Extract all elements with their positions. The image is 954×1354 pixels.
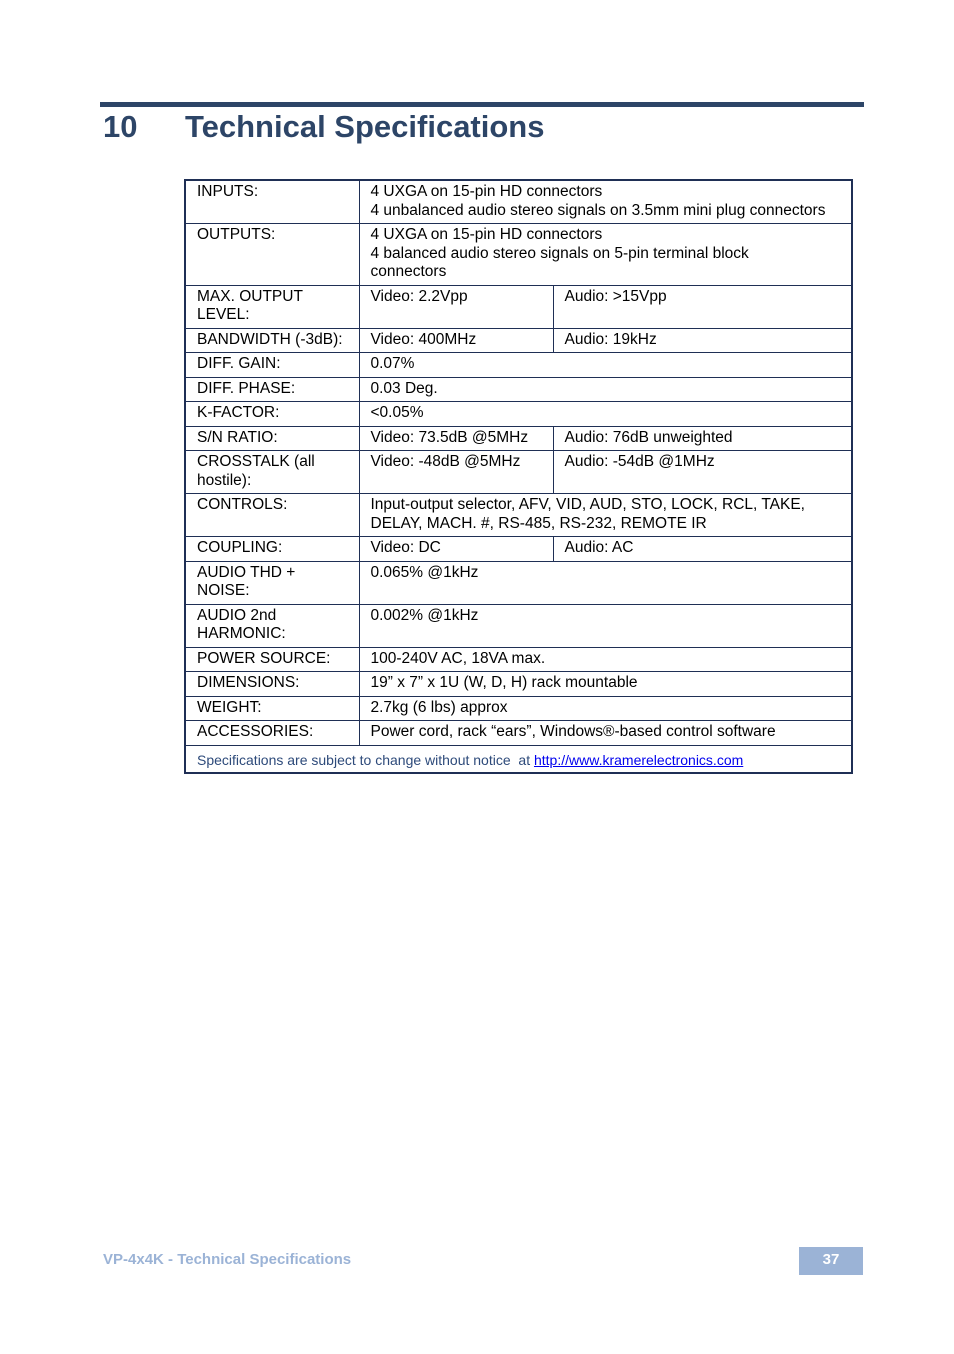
page-title xyxy=(103,109,544,145)
spec-label: OUTPUTS: xyxy=(185,224,359,286)
spec-label: K-FACTOR: xyxy=(185,402,359,427)
spec-value: Power cord, rack “ears”, Windows®-based control software xyxy=(359,721,852,746)
spec-label: AUDIO THD + NOISE: xyxy=(185,561,359,604)
page-number: 37 xyxy=(799,1247,863,1275)
spec-row-max-output-level xyxy=(185,285,852,328)
spec-value: 2.7kg (6 lbs) approx xyxy=(359,696,852,721)
spec-label: WEIGHT: xyxy=(185,696,359,721)
spec-value: <0.05% xyxy=(359,402,852,427)
section-rule xyxy=(100,102,864,107)
spec-value: 4 UXGA on 15-pin HD connectors 4 unbalanced audio stereo signals on 3.5mm mini plug connectors xyxy=(359,180,852,224)
spec-value: 100-240V AC, 18VA max. xyxy=(359,647,852,672)
spec-audio-value: Audio: -54dB @1MHz xyxy=(553,451,852,494)
spec-row-diff-phase xyxy=(185,377,852,402)
spec-label: DIMENSIONS: xyxy=(185,672,359,697)
spec-value: 0.03 Deg. xyxy=(359,377,852,402)
spec-label: INPUTS: xyxy=(185,180,359,224)
spec-video-value: Video: -48dB @5MHz xyxy=(359,451,553,494)
spec-value: 4 UXGA on 15-pin HD connectors 4 balanced audio stereo signals on 5-pin terminal block connectors xyxy=(359,224,852,286)
section-number: 10 xyxy=(103,109,138,144)
spec-audio-value: Audio: 19kHz xyxy=(553,328,852,353)
spec-value: 0.002% @1kHz xyxy=(359,604,852,647)
spec-row-audio-2nd-harmonic xyxy=(185,604,852,647)
spec-label: COUPLING: xyxy=(185,537,359,562)
spec-row-k-factor xyxy=(185,402,852,427)
spec-video-value: Video: 2.2Vpp xyxy=(359,285,553,328)
spec-row-power-source xyxy=(185,647,852,672)
spec-label: DIFF. GAIN: xyxy=(185,353,359,378)
spec-label: POWER SOURCE: xyxy=(185,647,359,672)
spec-audio-value: Audio: AC xyxy=(553,537,852,562)
spec-label: DIFF. PHASE: xyxy=(185,377,359,402)
spec-label: AUDIO 2nd HARMONIC: xyxy=(185,604,359,647)
spec-video-value: Video: 400MHz xyxy=(359,328,553,353)
spec-row-accessories xyxy=(185,721,852,746)
spec-row-outputs xyxy=(185,224,852,286)
spec-value: 0.07% xyxy=(359,353,852,378)
spec-value: 19” x 7” x 1U (W, D, H) rack mountable xyxy=(359,672,852,697)
spec-label: CONTROLS: xyxy=(185,494,359,537)
footer-title: VP-4x4K - Technical Specifications xyxy=(103,1251,352,1268)
spec-row-audio-thd xyxy=(185,561,852,604)
spec-label: CROSSTALK (all hostile): xyxy=(185,451,359,494)
spec-video-value: Video: DC xyxy=(359,537,553,562)
spec-label: MAX. OUTPUT LEVEL: xyxy=(185,285,359,328)
spec-label: BANDWIDTH (-3dB): xyxy=(185,328,359,353)
spec-value: 0.065% @1kHz xyxy=(359,561,852,604)
spec-row-dimensions xyxy=(185,672,852,697)
spec-value: Input-output selector, AFV, VID, AUD, STO, LOCK, RCL, TAKE, DELAY, MACH. #, RS-485, RS-232, REMOTE IR xyxy=(359,494,852,537)
spec-row-sn-ratio xyxy=(185,426,852,451)
spec-note-text: Specifications are subject to change without notice at xyxy=(197,751,534,768)
spec-note-row xyxy=(185,745,852,773)
spec-label: S/N RATIO: xyxy=(185,426,359,451)
spec-row-diff-gain xyxy=(185,353,852,378)
spec-label: ACCESSORIES: xyxy=(185,721,359,746)
spec-audio-value: Audio: >15Vpp xyxy=(553,285,852,328)
spec-video-value: Video: 73.5dB @5MHz xyxy=(359,426,553,451)
spec-row-controls xyxy=(185,494,852,537)
spec-table xyxy=(184,179,853,774)
spec-row-inputs xyxy=(185,180,852,224)
spec-row-coupling xyxy=(185,537,852,562)
spec-row-bandwidth xyxy=(185,328,852,353)
spec-row-weight xyxy=(185,696,852,721)
section-title: Technical Specifications xyxy=(185,109,545,144)
kramer-website-link[interactable]: http://www.kramerelectronics.com xyxy=(533,751,744,768)
spec-row-crosstalk xyxy=(185,451,852,494)
spec-note xyxy=(185,745,852,773)
spec-audio-value: Audio: 76dB unweighted xyxy=(553,426,852,451)
